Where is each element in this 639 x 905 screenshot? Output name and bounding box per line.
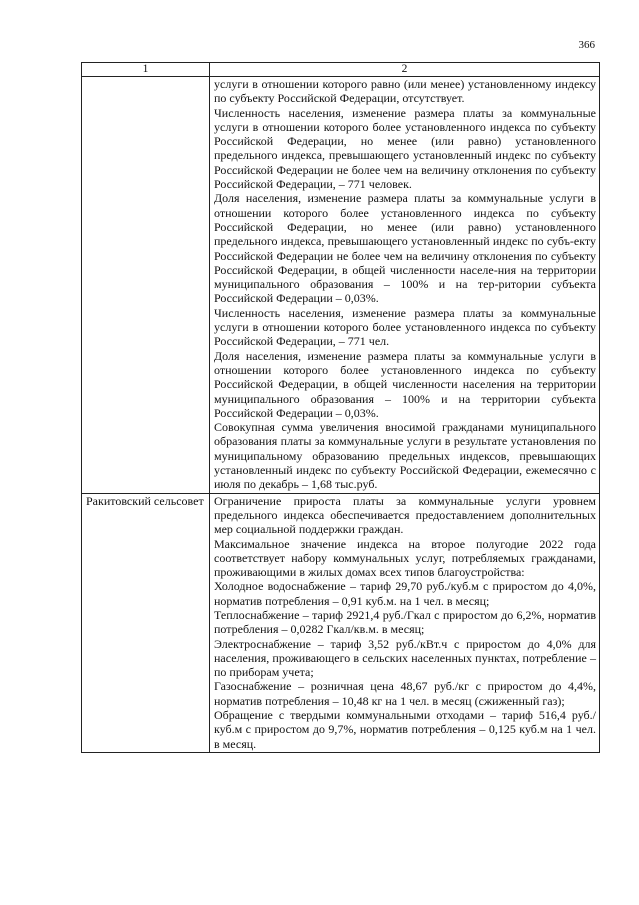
description-cell — [210, 77, 600, 494]
paragraph: Максимальное значение индекса на второе полугодие 2022 года соответствует набору коммунальных услуг, потребляемых гражданами, проживающими в жилых домах всех типов благоустройства: — [214, 536, 596, 580]
description-cell — [210, 493, 600, 752]
paragraph: Численность населения, изменение размера платы за коммунальные услуги в отношении которого более установленного индекса по субъекту Российской Федерации, – 771 чел. — [214, 305, 596, 349]
table-header-row — [82, 63, 600, 77]
column-header-1: 1 — [82, 63, 210, 77]
paragraph: Электроснабжение – тариф 3,52 руб./кВт.ч с приростом до 4,0% для населения, проживающего в сельских населенных пунктах, потребление – по приборам учета; — [214, 636, 596, 680]
municipality-name-cell — [82, 77, 210, 494]
paragraph: Холодное водоснабжение – тариф 29,70 руб./куб.м с приростом до 4,0%, норматив потребления – 0,91 куб.м. на 1 чел. в месяц; — [214, 579, 596, 608]
table-row — [82, 493, 600, 752]
municipality-name-cell: Ракитовский сельсовет — [82, 493, 210, 752]
page-number: 366 — [578, 39, 595, 51]
paragraph: Теплоснабжение – тариф 2921,4 руб./Гкал с приростом до 6,2%, норматив потребления – 0,0282 Гкал/кв.м. в месяц; — [214, 607, 596, 637]
paragraph: Ограничение прироста платы за коммунальные услуги уровнем предельного индекса обеспечивается предоставлением дополнительных мер социальной поддержки граждан. — [214, 493, 596, 537]
table-row — [82, 77, 600, 494]
paragraph: Доля населения, изменение размера платы за коммунальные услуги в отношении которого более установленного индекса по субъекту Российской Федерации, в общей численности населения на территории муниципального образования – 100% и на территории субъекта Российской Федерации – 0,03%. — [214, 348, 596, 420]
document-table — [81, 62, 600, 753]
paragraph: Обращение с твердыми коммунальными отходами – тариф 516,4 руб./куб.м с приростом до 9,7%, норматив потребления – 0,125 куб.м на 1 чел. в месяц. — [214, 708, 596, 751]
paragraph: Численность населения, изменение размера платы за коммунальные услуги в отношении которого более установленного индекса по субъекту Российской Федерации, но менее (или равно) установленного предельного индекса, превышающего установленный индекс по субъекту Российской Федерации не более чем на величину отклонения по субъекту Российской Федерации, – 771 человек. — [214, 105, 596, 192]
paragraph: Доля населения, изменение размера платы за коммунальные услуги в отношении которого более установленного индекса по субъекту Российской Федерации, но менее (или равно) установленного предельного индекса, превышающего установленный индекс по субъ-екту Российской Федерации не более чем на величину отклонения по субъекту Российской Федерации, в общей численности населе-ния на территории муниципального образования – 100% и на тер-ритории субъекта Российской Федерации – 0,03%. — [214, 191, 596, 306]
paragraph: услуги в отношении которого равно (или менее) установленному индексу по субъекту Российской Федерации, отсутствует. — [214, 77, 596, 106]
paragraph: Совокупная сумма увеличения вносимой гражданами муниципального образования платы за коммунальные услуги в результате установления по муниципальному образованию предельных индексов, превышающих установленный индекс по субъекту Российской Федерации, ежемесячно с июля по декабрь – 1,68 тыс.руб. — [214, 420, 596, 492]
paragraph: Газоснабжение – розничная цена 48,67 руб./кг с приростом до 4,4%, норматив потребления – 10,48 кг на 1 чел. в месяц (сжиженный газ); — [214, 679, 596, 708]
column-header-2: 2 — [210, 63, 600, 77]
